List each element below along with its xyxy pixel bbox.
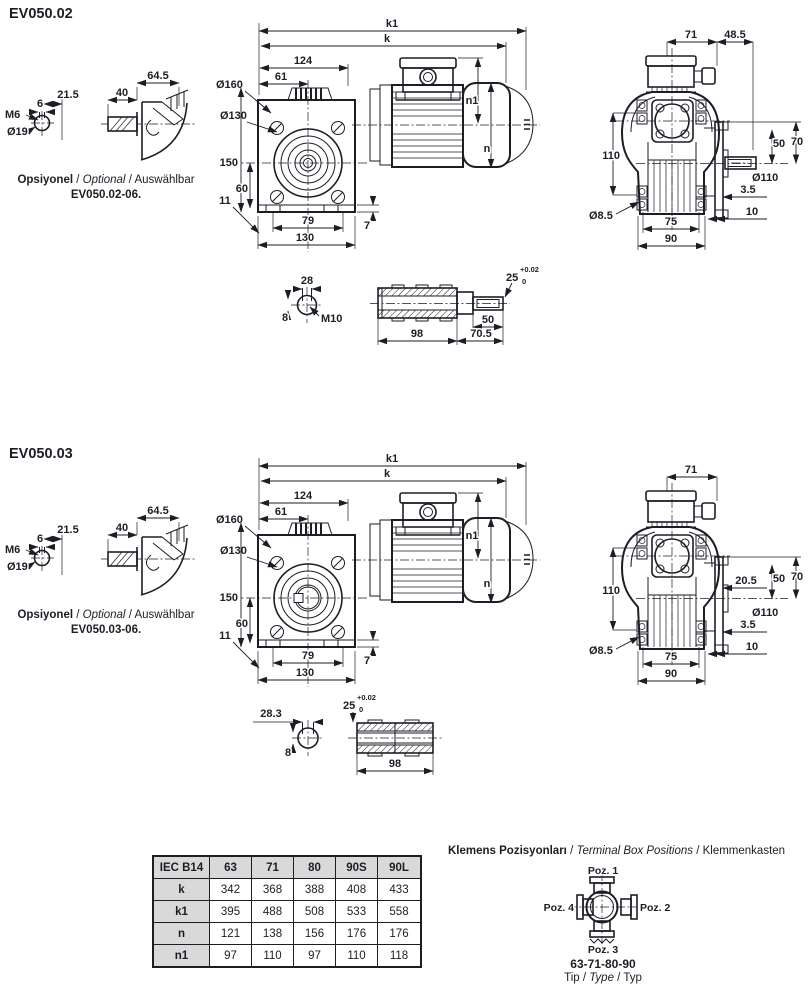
terminal-box-title <box>448 845 808 857</box>
ev05003-side-overlay <box>723 575 767 588</box>
poz-3-label: Poz. 3 <box>587 944 619 956</box>
terminal-box-diagram <box>544 865 671 956</box>
section-title-ev05002: EV050.02 <box>9 6 73 22</box>
table-cell: 176 <box>336 923 378 945</box>
optional-note-en: Optional <box>82 174 126 186</box>
dim-98: 98 <box>410 328 424 340</box>
table-header-cell: IEC B14 <box>154 857 210 879</box>
optional-note-tr: Opsiyonel <box>17 174 74 186</box>
dim-25-tol-top: +0.02 <box>520 265 539 274</box>
dim-20-5: 20.5 <box>735 575 757 587</box>
optional-note-line <box>6 608 206 623</box>
optional-note-ev05002 <box>6 173 206 203</box>
terminal-box-sizes: 63-71-80-90 <box>570 957 636 971</box>
dim-8h: 8 <box>284 747 292 759</box>
table-cell: 368 <box>252 879 294 901</box>
separator: / <box>73 609 83 621</box>
table-header-cell: 90L <box>378 857 420 879</box>
type-en: Type <box>589 972 614 984</box>
table-cell: 97 <box>294 945 336 966</box>
separator: / <box>125 174 135 186</box>
table-cell: 121 <box>210 923 252 945</box>
table-cell: 156 <box>294 923 336 945</box>
dim-98h: 98 <box>388 758 402 770</box>
table-row-label: n <box>154 923 210 945</box>
optional-code: EV050.03-06. <box>70 624 142 636</box>
dim-m10: M10 <box>321 313 343 325</box>
section-title-ev05003: EV050.03 <box>9 446 73 462</box>
table-row-label: k <box>154 879 210 901</box>
terminal-box-title-en: Terminal Box Positions <box>576 845 694 857</box>
table-cell: 110 <box>252 945 294 966</box>
dim-50s: 50 <box>481 314 495 326</box>
table-cell: 138 <box>252 923 294 945</box>
optional-note-tr: Opsiyonel <box>17 609 74 621</box>
optional-note-ev05003 <box>6 608 206 638</box>
table-cell: 176 <box>378 923 420 945</box>
table-cell: 433 <box>378 879 420 901</box>
ev05002-output-shaft-view <box>282 265 539 345</box>
table-cell: 488 <box>252 901 294 923</box>
table-cell: 110 <box>336 945 378 966</box>
table-header-cell: 80 <box>294 857 336 879</box>
dim-28-3: 28.3 <box>260 708 282 720</box>
optional-note-line <box>6 173 206 188</box>
table-cell: 395 <box>210 901 252 923</box>
table-cell: 388 <box>294 879 336 901</box>
dim-25: 25 <box>506 272 519 284</box>
terminal-box-type-line <box>522 972 684 984</box>
dim-48-5: 48.5 <box>724 29 746 41</box>
poz-1-label: Poz. 1 <box>587 865 619 877</box>
optional-note-de: Auswählbar <box>134 609 195 621</box>
iec-b14-dimension-table <box>152 855 422 968</box>
terminal-box-title-tr: Klemens Pozisyonları <box>448 845 567 857</box>
table-cell: 408 <box>336 879 378 901</box>
table-header-cell: 90S <box>336 857 378 879</box>
separator: / <box>125 609 135 621</box>
table-row-label: n1 <box>154 945 210 966</box>
separator: / <box>693 845 703 857</box>
poz-4-label: Poz. 4 <box>543 902 574 914</box>
table-cell: 558 <box>378 901 420 923</box>
dim-25h-tol-bottom: 0 <box>359 705 364 714</box>
terminal-box-title-de: Klemmenkasten <box>702 845 786 857</box>
separator: / <box>579 972 590 984</box>
dim-28: 28 <box>300 275 314 287</box>
ev05003-hollow-shaft-view <box>253 693 443 775</box>
table-row-label: k1 <box>154 901 210 923</box>
separator: / <box>566 845 577 857</box>
dim-25-tol-bottom: 0 <box>522 277 527 286</box>
optional-note-en: Optional <box>82 609 126 621</box>
table-header-cell: 63 <box>210 857 252 879</box>
table-cell: 508 <box>294 901 336 923</box>
optional-code: EV050.02-06. <box>70 189 142 201</box>
separator: / <box>613 972 624 984</box>
dim-70-5: 70.5 <box>470 328 492 340</box>
type-tr: Tip <box>564 972 580 984</box>
poz-2-label: Poz. 2 <box>640 902 671 914</box>
table-cell: 118 <box>389 950 409 962</box>
table-cell: 533 <box>336 901 378 923</box>
dim-25h: 25 <box>343 700 356 712</box>
type-de: Typ <box>623 972 642 984</box>
optional-note-de: Auswählbar <box>134 174 195 186</box>
table-header-cell: 71 <box>252 857 294 879</box>
table-cell: 97 <box>210 945 252 966</box>
dim-8: 8 <box>281 312 289 324</box>
separator: / <box>73 174 83 186</box>
table-cell: 342 <box>210 879 252 901</box>
dim-25h-tol-top: +0.02 <box>357 693 376 702</box>
